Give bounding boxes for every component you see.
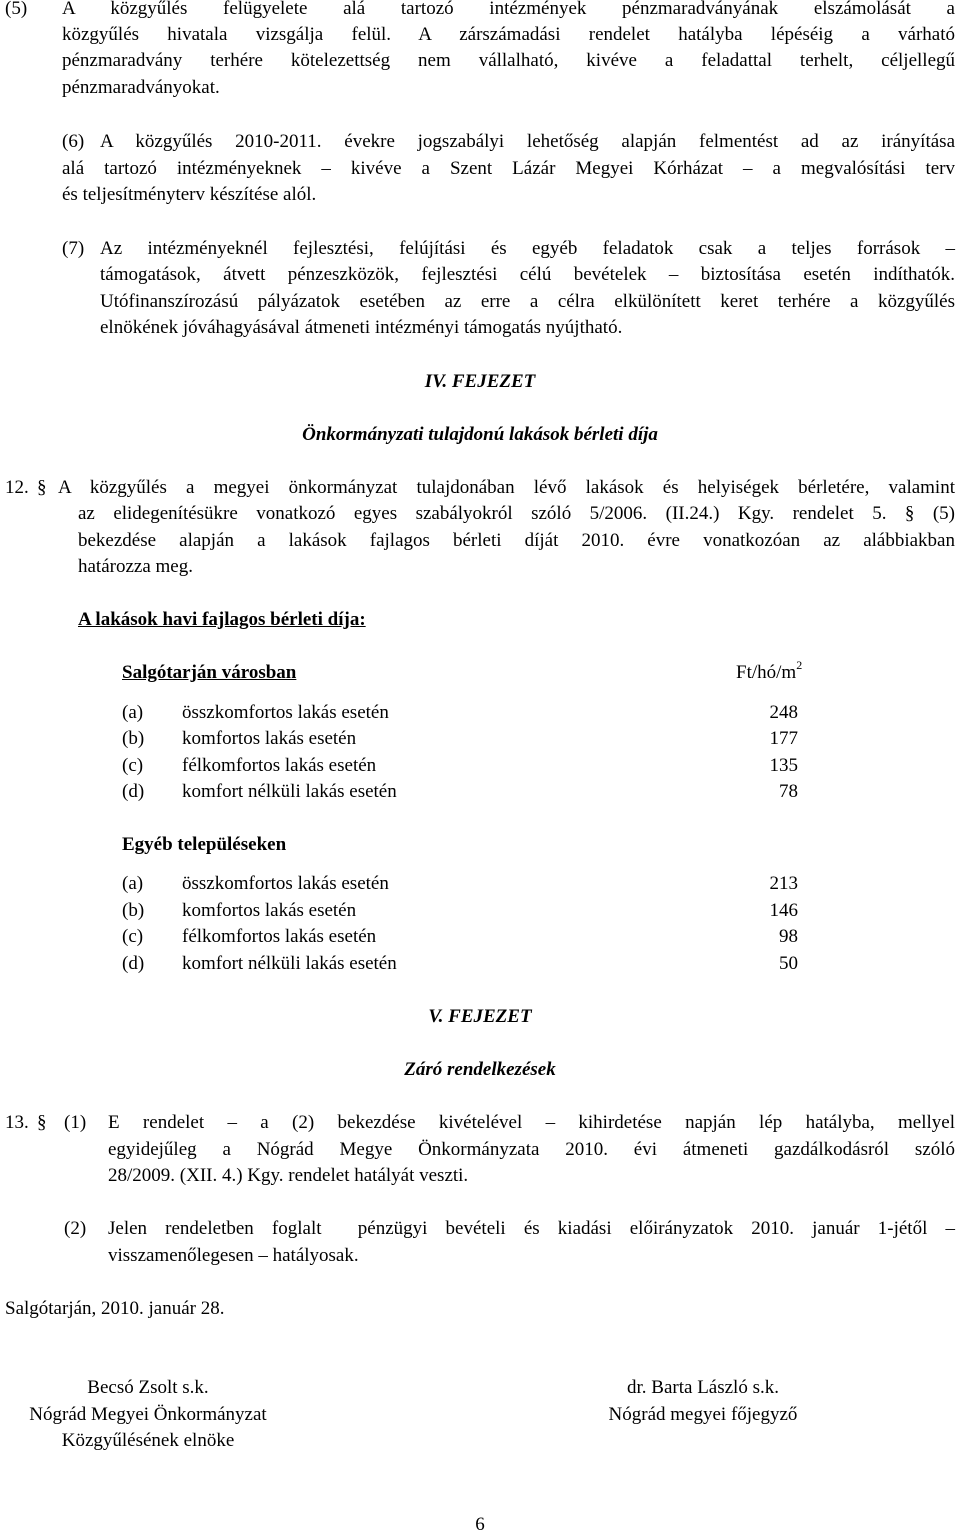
subsection-line: egyidejűleg a Nógrád Megye Önkormányzata 2010. évi átmeneti gazdálkodásról szóló [108,1139,955,1160]
rate-description: komfort nélküli lakás esetén [182,953,397,974]
signature-title: Nógrád Megyei Önkormányzat [29,1403,267,1425]
rate-row [122,700,798,727]
paragraph-line: alá tartozó intézményeknek – kivéve a Szent Lázár Megyei Kórházat – a megvalósítási terv [62,158,955,179]
chapter-5-title: V. FEJEZET [428,1006,532,1027]
signature-right [570,1375,836,1428]
rates-unit [736,660,802,687]
rate-description: összkomfortos lakás esetén [182,873,389,894]
paragraph-line: elnökének jóváhagyásával átmeneti intézményi támogatás nyújtható. [100,317,623,338]
section-number: 12. [5,477,29,498]
section-number: 13. [5,1112,29,1133]
subsection-number: (2) [64,1218,87,1239]
section-line: az elidegenítésükre vonatkozó egyes szabályokról szóló 5/2006. (II.24.) Kgy. rendelet 5. § (5) [78,503,955,524]
rate-label: (b) [122,728,145,749]
page-number: 6 [475,1514,485,1535]
rates-heading: A lakások havi fajlagos bérleti díja: [78,609,366,630]
rate-label: (c) [122,926,144,947]
paragraph-line: közgyűlés hivatala vizsgálja felül. A zárszámadási rendelet hatályba lépéséig a várható [62,24,955,45]
signature-name: dr. Barta László s.k. [627,1377,779,1398]
rate-row [122,779,798,806]
unit-superscript: 2 [796,658,803,672]
paragraph-number: (6) [62,131,85,152]
rate-label: (a) [122,873,144,894]
section-sign: § [37,477,47,498]
rate-description: komfort nélküli lakás esetén [182,781,397,802]
rate-description: komfortos lakás esetén [182,728,357,749]
paragraph-number: (5) [5,0,28,19]
rate-row [122,898,798,925]
chapter-4-title: IV. FEJEZET [424,371,536,392]
rate-value: 213 [769,873,798,894]
section-line: A közgyűlés a megyei önkormányzat tulajdonában lévő lakások és helyiségek bérletére, valamint [58,477,955,498]
chapter-4-subtitle: Önkormányzati tulajdonú lakások bérleti díja [302,424,658,445]
rates-group-title: Egyéb településeken [122,834,287,855]
section-sign: § [37,1112,47,1133]
paragraph-line: Utófinanszírozású pályázatok esetében az erre a célra elkülönített keret terhére a közgyűlés [100,291,955,312]
rate-value: 146 [769,900,798,921]
rate-row [122,726,798,753]
rate-label: (a) [122,702,144,723]
rate-value: 98 [779,926,798,947]
subsection-line: Jelen rendeletben foglalt pénzügyi bevételi és kiadási előirányzatok 2010. január 1-jétől – [108,1218,955,1239]
rate-label: (d) [122,781,145,802]
subsection-line: E rendelet – a (2) bekezdése kivételével – kihirdetése napján lép hatályba, mellyel [108,1112,955,1133]
signature-title: Nógrád megyei főjegyző [608,1403,798,1425]
rate-row [122,951,798,978]
paragraph-line: pénzmaradványokat. [62,77,220,98]
paragraph-line: és teljesítményterv készítése alól. [62,184,317,205]
rate-value: 50 [779,953,798,974]
signature-left [0,1375,296,1455]
signature-title: Közgyűlésének elnöke [61,1430,235,1452]
paragraph-line: Az intézményeknél fejlesztési, felújítási és egyéb feladatok csak a teljes források – [100,238,955,259]
section-line: bekezdése alapján a lakások fajlagos bérleti díját 2010. évre vonatkozóan az alábbiakban [78,530,955,551]
subsection-line: visszamenőlegesen – hatályosak. [108,1245,359,1266]
rates-group-title: Salgótarján városban [122,662,297,683]
section-line: határozza meg. [78,556,193,577]
signature-name: Becsó Zsolt s.k. [87,1377,209,1398]
rate-label: (b) [122,900,145,921]
chapter-5-subtitle: Záró rendelkezések [404,1059,556,1080]
rate-value: 177 [769,728,798,749]
subsection-number: (1) [64,1112,87,1133]
unit-base: Ft/hó/m [736,662,797,683]
paragraph-line: pénzmaradvány terhére kötelezettség nem vállalható, kivéve a feladattal terhelt, céljellegű [62,50,955,71]
rate-value: 78 [779,781,798,802]
place-date: Salgótarján, 2010. január 28. [5,1298,225,1319]
rate-description: félkomfortos lakás esetén [182,926,377,947]
subsection-line: 28/2009. (XII. 4.) Kgy. rendelet hatályát veszti. [108,1165,469,1186]
rate-description: összkomfortos lakás esetén [182,702,389,723]
rate-description: félkomfortos lakás esetén [182,755,377,776]
paragraph-line: A közgyűlés 2010-2011. évekre jogszabályi lehetőség alapján felmentést ad az irányítása [100,131,955,152]
rate-description: komfortos lakás esetén [182,900,357,921]
paragraph-line: A közgyűlés felügyelete alá tartozó intézmények pénzmaradványának elszámolását a [62,0,955,19]
rate-row [122,871,798,898]
paragraph-number: (7) [62,238,85,259]
rate-label: (c) [122,755,144,776]
rate-label: (d) [122,953,145,974]
paragraph-line: támogatások, átvett pénzeszközök, fejlesztési célú bevételek – biztosítása esetén indíthatók. [100,264,955,285]
rate-row [122,753,798,780]
rate-row [122,924,798,951]
rate-value: 135 [769,755,798,776]
rate-value: 248 [769,702,798,723]
